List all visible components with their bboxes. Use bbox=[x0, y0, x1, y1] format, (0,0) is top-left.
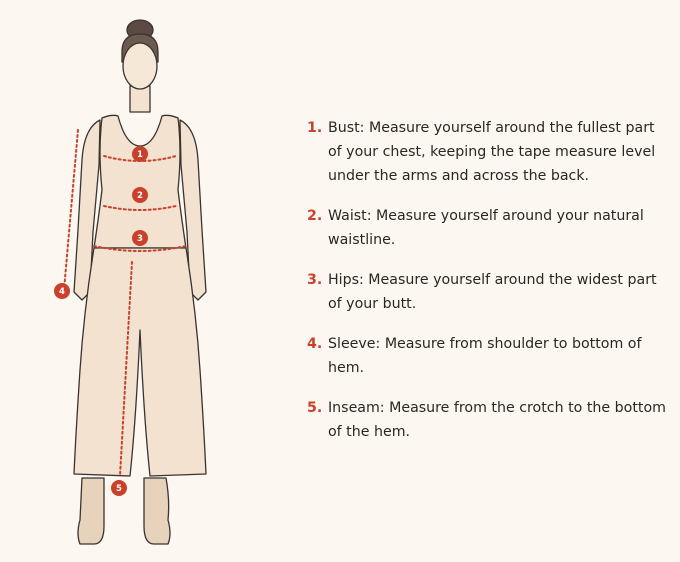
instruction-text: Sleeve: Measure from shoulder to bottom of hem. bbox=[328, 336, 642, 376]
instruction-hips bbox=[307, 268, 667, 316]
wide-leg-pants bbox=[74, 248, 206, 476]
instruction-sleeve bbox=[307, 332, 667, 380]
torso bbox=[94, 115, 186, 248]
marker-4-label: 4 bbox=[59, 287, 65, 297]
measurement-figure bbox=[0, 0, 300, 562]
marker-3-label: 3 bbox=[137, 234, 143, 244]
left-boot bbox=[78, 478, 104, 544]
head bbox=[123, 43, 157, 89]
neck bbox=[130, 86, 150, 112]
marker-5-label: 5 bbox=[116, 484, 122, 494]
instruction-number: 5. bbox=[307, 400, 323, 416]
marker-3 bbox=[132, 230, 148, 246]
instruction-number: 1. bbox=[307, 120, 323, 136]
instruction-text: Bust: Measure yourself around the fullest part of your chest, keeping the tape measure level under the arms and across the back. bbox=[328, 120, 656, 184]
instruction-bust bbox=[307, 116, 667, 188]
marker-1 bbox=[132, 146, 148, 162]
instruction-number: 2. bbox=[307, 208, 323, 224]
measurement-instructions bbox=[307, 116, 667, 460]
marker-2 bbox=[132, 187, 148, 203]
instruction-number: 3. bbox=[307, 272, 323, 288]
marker-5 bbox=[111, 480, 127, 496]
instruction-text: Hips: Measure yourself around the widest part of your butt. bbox=[328, 272, 657, 312]
marker-4 bbox=[54, 283, 70, 299]
marker-1-label: 1 bbox=[137, 150, 143, 160]
instruction-waist bbox=[307, 204, 667, 252]
instruction-text: Waist: Measure yourself around your natural waistline. bbox=[328, 208, 644, 248]
instruction-text: Inseam: Measure from the crotch to the bottom of the hem. bbox=[328, 400, 666, 440]
instruction-inseam bbox=[307, 396, 667, 444]
marker-2-label: 2 bbox=[137, 191, 143, 201]
right-boot bbox=[144, 478, 170, 544]
instruction-number: 4. bbox=[307, 336, 323, 352]
figure-illustration bbox=[0, 0, 300, 562]
